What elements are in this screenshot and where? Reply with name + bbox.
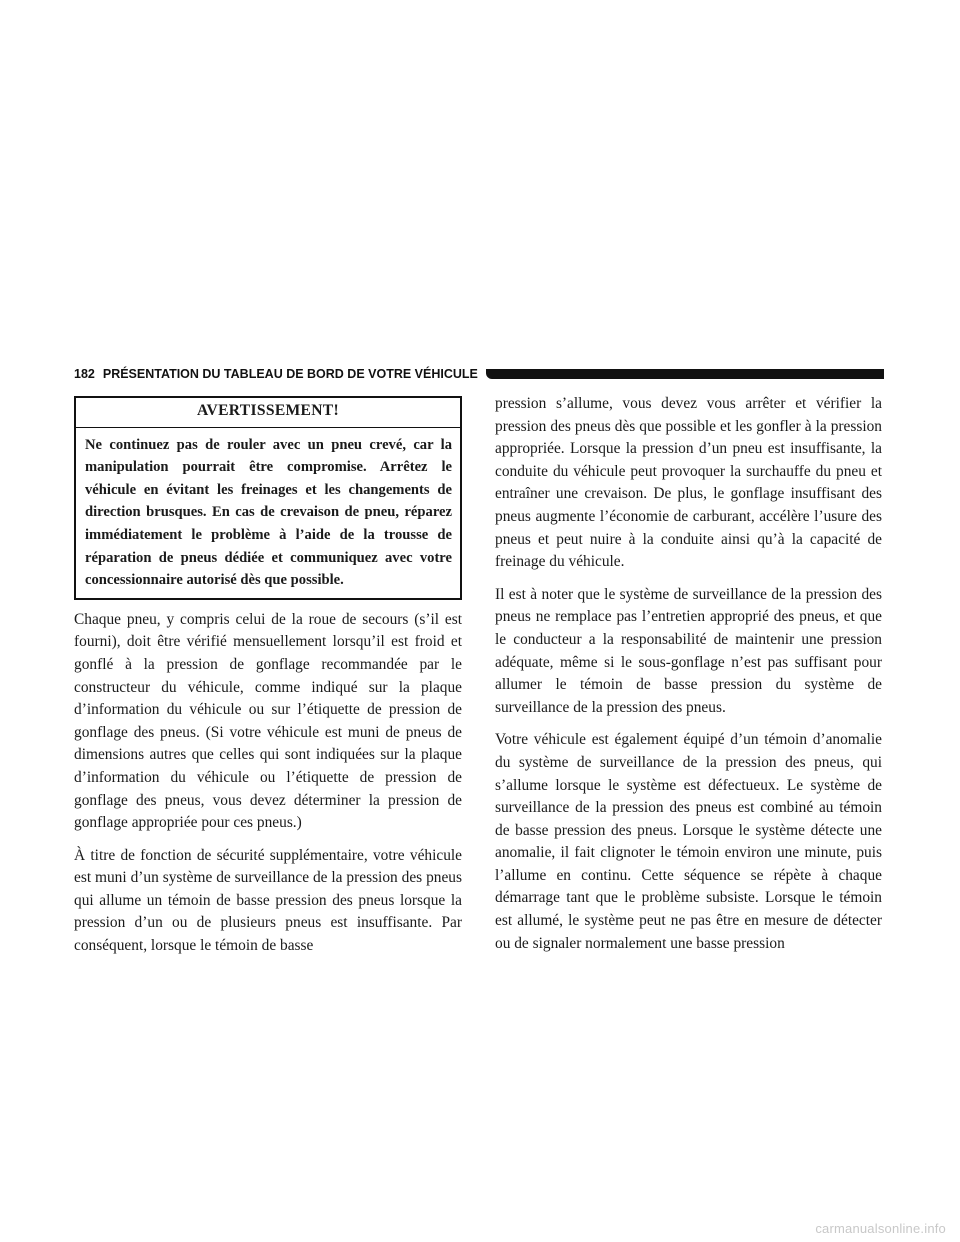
paragraph: Votre véhicule est également équipé d’un témoin d’anomalie du système de surveillance de la pression des pneus, qui s’allume lorsque le système est défectueux. Le système de surveillance de la pression des pneus est combiné au témoin de basse pression des pneus. Lorsque le système détecte une anomalie, il fait clignoter le témoin environ une minute, puis l’allume en continu. Cette séquence se répète à chaque démarrage tant que le problème subsiste. Lorsque le témoin est allumé, le système peut ne pas être en mesure de détecter ou de signaler normalement une basse pression <box>495 731 882 952</box>
page-header <box>74 364 884 384</box>
warning-title: AVERTISSEMENT! <box>76 398 460 428</box>
right-column <box>495 393 882 955</box>
watermark-link[interactable]: carmanualsonline.info <box>815 1221 946 1236</box>
paragraph: Chaque pneu, y compris celui de la roue de secours (s’il est fourni), doit être vérifié mensuellement lorsqu’il est froid et gonflé à la pression de gonflage recommandée par le constructeur du véhicule, comme indiqué sur la plaque d’information du véhicule ou sur l’étiquette de pression de gonflage des pneus. (Si votre véhicule est muni de pneus de dimensions autres que celles qui sont indiquées sur la plaque d’information du véhicule ou l’étiquette de pression de gonflage des pneus, vous devez déterminer la pression de gonflage appropriée pour ces pneus.) <box>74 610 462 832</box>
paragraph: Il est à noter que le système de surveillance de la pression des pneus ne remplace pas l’entretien approprié des pneus, et que le conducteur a la responsabilité de maintenir une pression adéquate, même si le sous-gonflage n’est pas suffisant pour allumer le témoin de basse pression du système de surveillance de la pression des pneus. <box>495 585 882 716</box>
header-rule <box>486 369 884 379</box>
paragraph: À titre de fonction de sécurité supplémentaire, votre véhicule est muni d’un système de surveillance de la pression des pneus qui allume un témoin de basse pression des pneus lorsque la pression d’un ou de plusieurs pneus est insuffisante. Par conséquent, lorsque le témoin de basse <box>74 846 462 955</box>
left-column <box>74 396 462 958</box>
warning-body: Ne continuez pas de rouler avec un pneu crevé, car la manipulation pourrait être compromise. Arrêtez le véhicule en évitant les freinages et les changements de direction brusques. En cas de crevaison de pneu, réparez immédiatement le problème à l’aide de la trousse de réparation de pneus dédiée et communiquez avec votre concessionnaire autorisé dès que possible. <box>85 436 452 589</box>
warning-box <box>74 396 462 600</box>
paragraph: pression s’allume, vous devez vous arrêter et vérifier la pression des pneus dès que possible et les gonfler à la pression appropriée. Lorsque la pression d’un pneu est insuffisante, la conduite du véhicule peut provoquer la surchauffe du pneu et entraîner une crevaison. De plus, le gonflage insuffisant des pneus augmente l’économie de carburant, accélère l’usure des pneus et peut nuire à la conduite ainsi qu’à la capacité de freinage du véhicule. <box>495 395 882 571</box>
page-number: 182 <box>74 367 95 381</box>
section-title: PRÉSENTATION DU TABLEAU DE BORD DE VOTRE VÉHICULE <box>102 367 478 381</box>
